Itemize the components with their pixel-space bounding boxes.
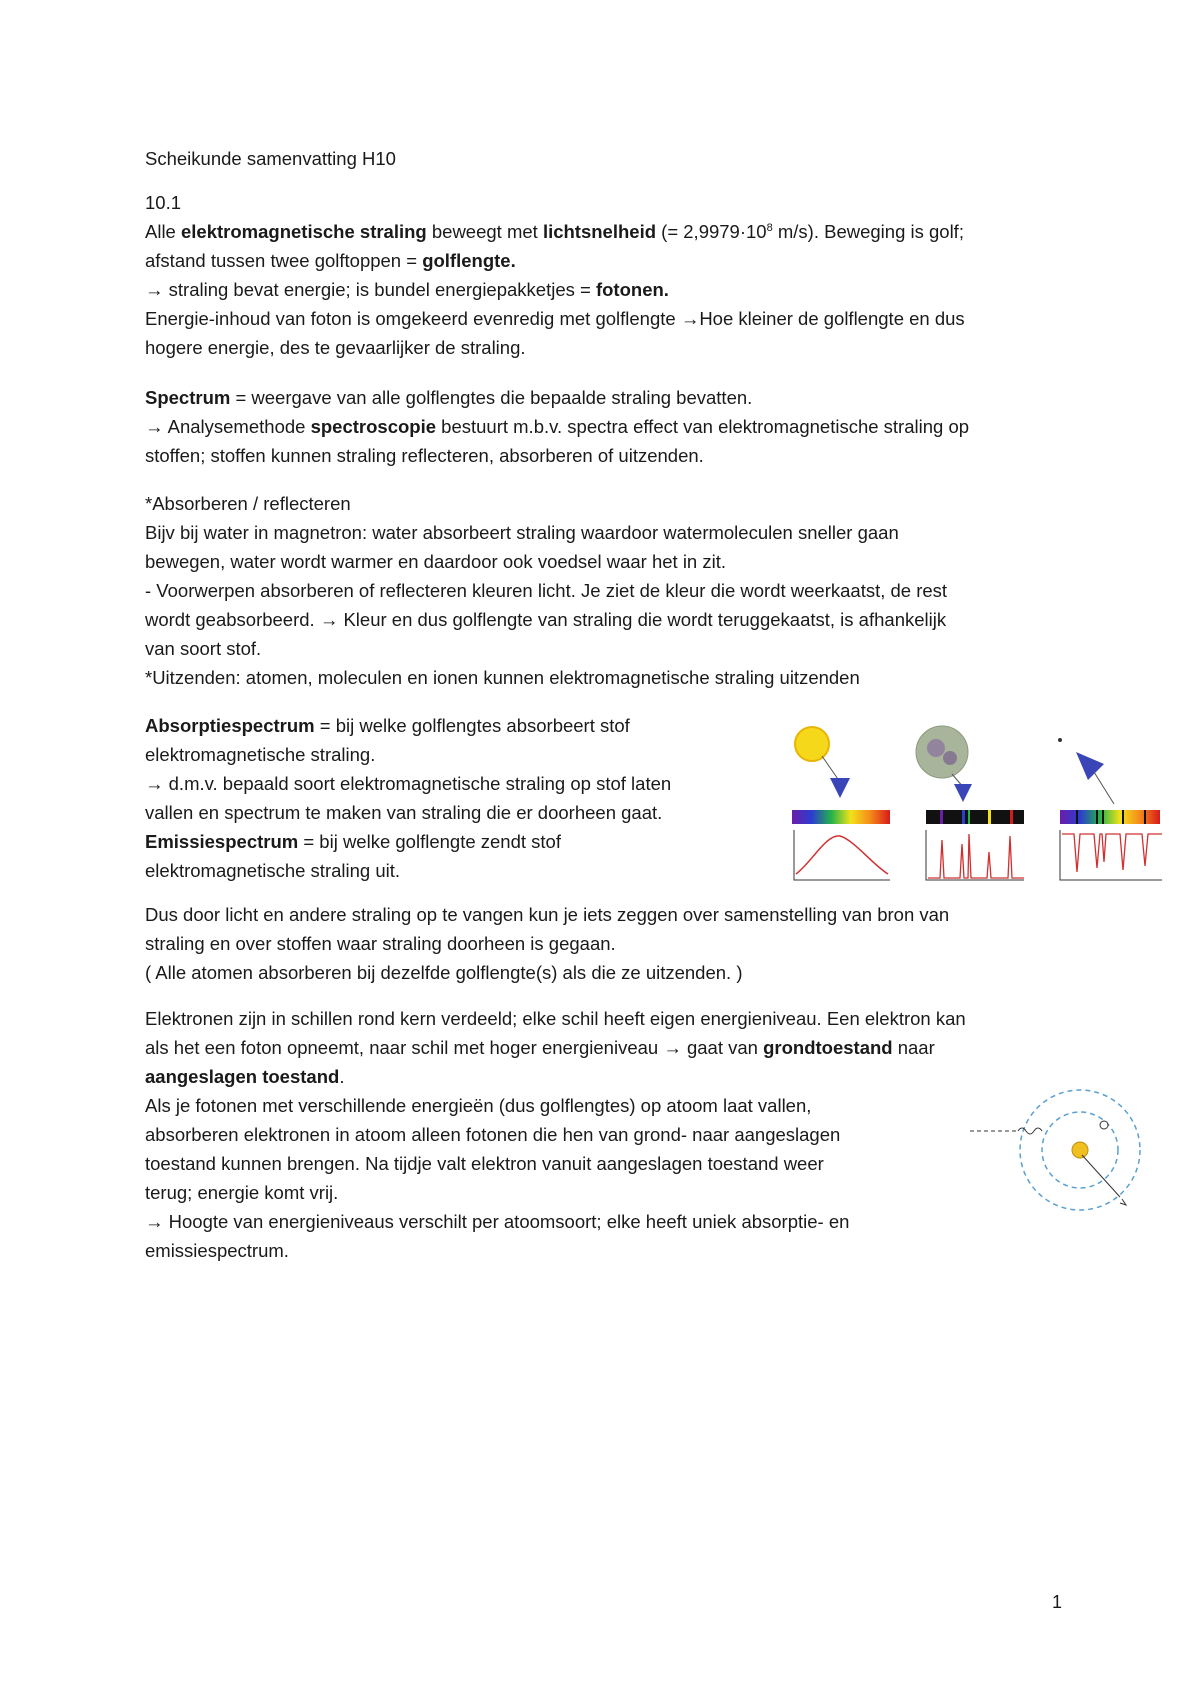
continuous-spectrum-bar — [792, 810, 890, 824]
document-title: Scheikunde samenvatting H10 — [145, 148, 396, 169]
light-ray — [1094, 772, 1114, 804]
text-line: ( Alle atomen absorberen bij dezelfde golflengte(s) als die ze uitzenden. ) — [145, 962, 743, 983]
text-line: Energie-inhoud van foton is omgekeerd evenredig met golflengte →Hoe kleiner de golflengte en dus — [145, 308, 965, 329]
text-line: bewegen, water wordt warmer en daardoor ook voedsel waar het in zit. — [145, 551, 726, 572]
text-line: toestand kunnen brengen. Na tijdje valt elektron vanuit aangeslagen toestand weer — [145, 1153, 824, 1174]
continuous-plot-line — [796, 836, 888, 874]
text-line: - Voorwerpen absorberen of reflecteren kleuren licht. Je ziet de kleur die wordt weerkaatst, de rest — [145, 580, 948, 601]
text-line: absorberen elektronen in atoom alleen fotonen die hen van grond- naar aangeslagen — [145, 1124, 841, 1145]
text-line: afstand tussen twee golftoppen = golflengte. — [145, 250, 516, 271]
text-line: hogere energie, des te gevaarlijker de straling. — [145, 337, 526, 358]
prism-icon — [1076, 752, 1104, 780]
text-line: → Analysemethode spectroscopie bestuurt m.b.v. spectra effect van elektromagnetische straling op — [145, 416, 970, 437]
text-line: *Uitzenden: atomen, moleculen en ionen kunnen elektromagnetische straling uitzenden — [145, 667, 860, 688]
atom-diagram — [970, 1085, 1170, 1215]
text-line: Emissiespectrum = bij welke golflengte zendt stof — [145, 831, 561, 852]
nucleus-icon — [1072, 1142, 1088, 1158]
absorption-plot-line — [1062, 834, 1162, 872]
text-line: Elektronen zijn in schillen rond kern verdeeld; elke schil heeft eigen energieniveau. Een elektron kan — [145, 1008, 966, 1029]
text-line: → Hoogte van energieniveaus verschilt per atoomsoort; elke heeft uniek absorptie- en — [145, 1211, 850, 1232]
text-line: wordt geabsorbeerd. → Kleur en dus golflengte van straling die wordt teruggekaatst, is afhankelijk — [145, 609, 947, 630]
emission-plot-line — [928, 834, 1024, 878]
outgoing-photon — [1082, 1155, 1120, 1197]
paragraph-intro — [145, 188, 965, 362]
text-line: *Absorberen / reflecteren — [145, 493, 351, 514]
text-line: Spectrum = weergave van alle golflengtes die bepaalde straling bevatten. — [145, 387, 753, 408]
text-line: Alle elektromagnetische straling beweegt met lichtsnelheid (= $2,9979\cdot 10^8$ m/s). Beweging is golf; — [145, 221, 964, 242]
paragraph-spectrum — [145, 383, 969, 470]
text-line: Bijv bij water in magnetron: water absorbeert straling waardoor watermoleculen sneller gaan — [145, 522, 899, 543]
prism-icon — [830, 778, 850, 798]
text-line: Dus door licht en andere straling op te vangen kun je iets zeggen over samenstelling van bron van — [145, 904, 950, 925]
text-line: Absorptiespectrum = bij welke golflengtes absorbeert stof — [145, 715, 630, 736]
text-line: straling en over stoffen waar straling doorheen is gegaan. — [145, 933, 616, 954]
paragraph-conclusion — [145, 900, 949, 987]
text-line: elektromagnetische straling uit. — [145, 860, 401, 881]
paragraph-absorb-reflect — [145, 489, 947, 692]
paragraph-spectra-types — [145, 711, 745, 885]
section-heading: 10.1 — [145, 192, 182, 213]
text-line: als het een foton opneemt, naar schil met hoger energieniveau → gaat van grondtoestand naar — [145, 1037, 935, 1058]
text-line: aangeslagen toestand. — [145, 1066, 345, 1087]
text-line: van soort stof. — [145, 638, 262, 659]
electron-icon — [1100, 1121, 1108, 1129]
prism-icon — [954, 784, 972, 802]
sun-icon — [795, 727, 829, 761]
page-number: 1 — [1052, 1592, 1063, 1612]
text-line: Als je fotonen met verschillende energieën (dus golflengtes) op atoom laat vallen, — [145, 1095, 812, 1116]
text-line: → straling bevat energie; is bundel energiepakketjes = fotonen. — [145, 279, 669, 300]
paragraph-electrons — [145, 1004, 966, 1265]
text-line: terug; energie komt vrij. — [145, 1182, 339, 1203]
text-line: emissiespectrum. — [145, 1240, 289, 1261]
text-line: vallen en spectrum te maken van straling die er doorheen gaat. — [145, 802, 663, 823]
text-line: elektromagnetische straling. — [145, 744, 376, 765]
spectra-figure — [792, 722, 1172, 902]
text-line: → d.m.v. bepaald soort elektromagnetische straling op stof laten — [145, 773, 672, 794]
text-line: stoffen; stoffen kunnen straling reflecteren, absorberen of uitzenden. — [145, 445, 704, 466]
